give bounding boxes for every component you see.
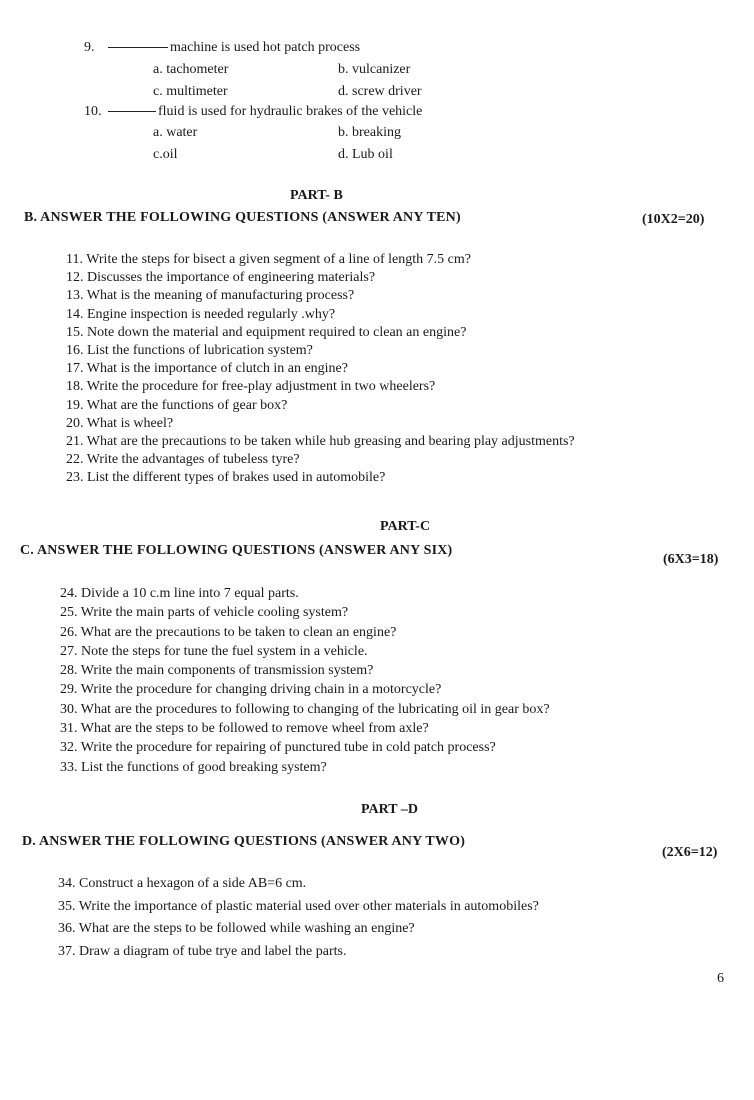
question-text: List the different types of brakes used in automobile? — [87, 470, 386, 486]
part-d-instructions: D. ANSWER THE FOLLOWING QUESTIONS (ANSWER ANY TWO) — [22, 834, 466, 849]
question-text: Write the procedure for repairing of punctured tube in cold patch process? — [80, 740, 496, 756]
question-text: Divide a 10 c.m line into 7 equal parts. — [81, 586, 299, 601]
question-item — [66, 469, 575, 487]
question-number: 11. — [66, 252, 83, 267]
question-text: Construct a hexagon of a side AB=6 cm. — [79, 876, 307, 891]
option-a: a. water — [153, 125, 198, 140]
answer-blank — [108, 40, 360, 56]
part-d-question-list — [58, 873, 539, 963]
question-number: 24. — [60, 586, 78, 601]
question-text: List the functions of lubrication system? — [87, 343, 313, 359]
question-item — [60, 738, 550, 757]
option-d: d. screw driver — [338, 84, 422, 99]
question-item — [60, 623, 550, 642]
question-number: 23. — [66, 470, 84, 486]
part-c-question-list — [60, 584, 550, 777]
part-c-instructions: C. ANSWER THE FOLLOWING QUESTIONS (ANSWER ANY SIX) — [20, 543, 453, 558]
question-number: 12. — [66, 270, 84, 286]
question-text: What is the meaning of manufacturing process? — [86, 288, 355, 304]
question-text: Draw a diagram of tube trye and label the parts. — [79, 943, 347, 959]
question-number: 25. — [60, 605, 78, 621]
question-text: Note the steps for tune the fuel system in a vehicle. — [81, 643, 368, 659]
question-number: 26. — [60, 624, 78, 640]
question-item — [66, 324, 575, 342]
question-number: 33. — [60, 759, 78, 775]
question-text: What are the steps to be followed to remove wheel from axle? — [80, 721, 429, 737]
option-b: b. breaking — [338, 125, 401, 140]
question-text: What is the importance of clutch in an engine? — [86, 361, 348, 377]
question-text: What is wheel? — [86, 415, 174, 431]
question-item — [60, 661, 550, 680]
part-b-marks: (10X2=20) — [642, 212, 705, 227]
question-item — [60, 758, 550, 777]
question-item — [66, 306, 575, 324]
part-c-marks: (6X3=18) — [663, 552, 719, 567]
option-a: a. tachometer — [153, 62, 229, 77]
question-item — [60, 603, 550, 622]
question-item — [58, 873, 539, 896]
question-text: Write the main components of transmission system? — [80, 663, 374, 679]
question-text: Write the importance of plastic material used over other materials in automobiles? — [78, 898, 539, 914]
question-text: What are the precautions to be taken to clean an engine? — [80, 624, 397, 640]
question-text: machine is used hot patch process — [170, 40, 361, 55]
page-number: 6 — [717, 971, 724, 986]
question-item — [60, 719, 550, 738]
question-item — [66, 287, 575, 305]
question-number: 31. — [60, 721, 78, 737]
question-number: 17. — [66, 361, 84, 377]
question-item — [66, 251, 575, 269]
question-number: 36. — [58, 921, 76, 936]
question-text: What are the procedures to following to changing of the lubricating oil in gear box? — [80, 701, 550, 717]
question-number: 21. — [66, 434, 84, 450]
part-b-instructions: B. ANSWER THE FOLLOWING QUESTIONS (ANSWER ANY TEN) — [24, 210, 461, 225]
question-number: 20. — [66, 415, 84, 431]
question-item — [66, 269, 575, 287]
question-text: Note down the material and equipment required to clean an engine? — [87, 324, 467, 340]
question-item — [66, 397, 575, 415]
question-number: 29. — [60, 682, 78, 698]
question-number: 19. — [66, 397, 84, 413]
question-item — [60, 700, 550, 719]
option-c: c.oil — [153, 147, 178, 162]
question-text: Discusses the importance of engineering materials? — [87, 270, 376, 286]
question-number: 18. — [66, 379, 84, 395]
question-item — [60, 642, 550, 661]
question-number: 27. — [60, 643, 78, 659]
question-number: 15. — [66, 324, 84, 340]
question-item — [66, 378, 575, 396]
question-text: Write the procedure for free-play adjustment in two wheelers? — [86, 379, 436, 395]
question-text: Write the steps for bisect a given segment of a line of length 7.5 cm? — [86, 252, 471, 267]
question-item — [58, 941, 539, 964]
question-number: 32. — [60, 740, 78, 756]
question-text: What are the steps to be followed while washing an engine? — [78, 921, 415, 936]
question-item — [58, 918, 539, 941]
question-text: Engine inspection is needed regularly .why? — [87, 306, 336, 322]
question-item — [60, 680, 550, 699]
option-b: b. vulcanizer — [338, 62, 411, 77]
question-text: What are the functions of gear box? — [86, 397, 288, 413]
part-c-heading: PART-C — [380, 519, 431, 534]
question-number: 9. — [84, 40, 95, 55]
question-number: 34. — [58, 876, 76, 891]
question-text: What are the precautions to be taken while hub greasing and bearing play adjustments? — [86, 434, 575, 450]
question-number: 37. — [58, 943, 76, 959]
question-number: 14. — [66, 306, 84, 322]
question-item — [66, 415, 575, 433]
question-number: 22. — [66, 452, 84, 468]
question-text: Write the main parts of vehicle cooling system? — [80, 605, 349, 621]
option-d: d. Lub oil — [338, 147, 393, 162]
question-item — [66, 360, 575, 378]
question-number: 28. — [60, 663, 78, 679]
question-item — [60, 584, 550, 603]
question-text: fluid is used for hydraulic brakes of the vehicle — [158, 104, 423, 119]
part-b-heading: PART- B — [290, 188, 343, 203]
question-item — [66, 433, 575, 451]
question-text: Write the procedure for changing driving chain in a motorcycle? — [80, 682, 442, 698]
option-c: c. multimeter — [153, 84, 228, 99]
question-number: 16. — [66, 343, 84, 359]
answer-blank — [108, 104, 422, 120]
question-text: List the functions of good breaking system? — [81, 759, 327, 775]
part-b-question-list — [66, 251, 575, 488]
question-number: 35. — [58, 898, 76, 914]
question-number: 13. — [66, 288, 84, 304]
question-item — [58, 896, 539, 919]
question-number: 30. — [60, 701, 78, 717]
part-d-marks: (2X6=12) — [662, 845, 718, 860]
part-d-heading: PART –D — [361, 802, 418, 817]
question-number: 10. — [84, 104, 102, 119]
question-text: Write the advantages of tubeless tyre? — [86, 452, 300, 468]
question-item — [66, 451, 575, 469]
question-item — [66, 342, 575, 360]
